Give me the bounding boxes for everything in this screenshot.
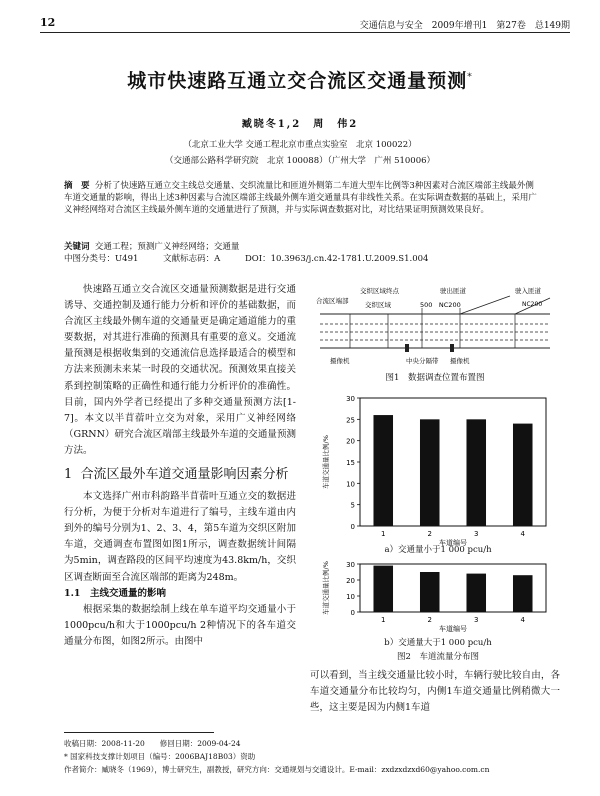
doc-code: 文献标志码：A	[163, 254, 221, 264]
abstract-text: 分析了快速路互通立交主线总交通量、交织流量比和匝道外侧第二车道大型车比例等3种因素对合流区端部主线最外侧车道交通量的影响，得出上述3种因素与合流区端部主线最外侧车道交通量具有非线性关系。在实际调查数据的基础上，采用广义神经网络对合流区主线最外侧车道的交通量进行了预测，并与实际调查数据对比，对比结果证明预测效果良好。	[64, 181, 537, 215]
label-weave-zone: 交织区域	[365, 301, 391, 309]
chart-a-bar-4	[513, 424, 533, 526]
label-recorder-1: 摄像机	[330, 357, 350, 365]
abstract-label: 摘 要	[64, 181, 90, 191]
chart-b-bar-2	[420, 572, 440, 612]
abstract	[64, 180, 540, 216]
chart-b-ylabel: 车道交通量比例/%	[322, 561, 330, 615]
figure-2-caption: 图2 车道流量分布图	[397, 652, 479, 662]
clc-number: 中图分类号：U491	[64, 254, 139, 264]
chart-a-ytick-label-15: 15	[346, 459, 355, 467]
chart-2a	[318, 388, 558, 548]
figure-1-diagram	[310, 286, 560, 368]
label-ramp-in: 驶入匝道	[515, 287, 541, 295]
affiliation-2: （交通部公路科学研究院 北京 100088）（广州大学 广州 510006）	[164, 156, 436, 166]
chart-a-bar-2	[420, 419, 440, 526]
intro-paragraph: 快速路互通立交合流区交通量预测数据是进行交通诱导、交通控制及通行能力分析和评价的基础数据，而合流区主线最外侧车道的交通量更是确定通道能力的重要数据，对其进行准确的预测具有重要的意义。交通流量预测是根据收集到的交通流信息选择最适合的模型和方法来预测未来某一时段的交通状况。预测效果直接关系到控制策略的正确性和通行能力分析评价的准确性。目前，国内外学者已经提出了多种交通量预测方法[1-7]。本文以半苜蓿叶立交为对象，采用广义神经网络（GRNN）研究合流区端部主线最外车道的交通量预测方法。	[64, 284, 296, 456]
subsection-1-1-paragraph: 根据采集的数据绘制上线在单车道平均交通量小于1000pcu/h和大于1000pcu/h 2种情况下的各车道交通量分布图，如图2所示。由图中	[64, 603, 296, 647]
chart-b-ytick-label-10: 10	[346, 593, 355, 601]
footnote-received: 收稿日期：2008-11-20 修回日期：2009-04-24	[64, 739, 241, 748]
label-merge: 合流区端部	[316, 297, 349, 305]
chart-a-ytick-label-25: 25	[346, 416, 355, 425]
chart-a-xtick-label-4: 4	[520, 530, 525, 538]
figure-2b-caption: b）交通量大于1 000 pcu/h	[384, 638, 492, 648]
title-footnote-mark: *	[467, 72, 473, 83]
section-1-paragraph: 本文选择广州市科韵路半苜蓿叶互通立交的数据进行分析，为便于分析对车道进行了编号，主线车道由内到外的编号分别为1、2、3、4，第5车道为交织区附加车道，交通调查布置图如图1所示，调查数据统计间隔为5min，调查路段的区间平均速度为43.8km/h，交织区调查断面至合流区端部的距离为248m。	[64, 491, 296, 583]
chart-a-ytick-label-20: 20	[346, 437, 355, 446]
chart-b-bar-4	[513, 575, 533, 612]
chart-a-xtick-label-1: 1	[381, 530, 386, 538]
chart-b-xtick-label-4: 4	[520, 616, 525, 624]
chart-a-ylabel: 车道交通量比例/%	[322, 435, 330, 489]
label-ramp-out: 驶出匝道	[440, 287, 466, 295]
chart-a-ytick-label-10: 10	[346, 480, 355, 489]
title-text: 城市快速路互通立交合流区交通量预测	[127, 70, 468, 92]
label-ramp-tag: NC200	[522, 301, 543, 308]
subsection-1-1-heading: 1.1 主线交通量的影响	[64, 587, 167, 599]
section-1-heading	[64, 465, 296, 485]
keywords-text: 交通工程；预测广义神经网络；交通量	[94, 242, 240, 252]
label-median: 中央分隔带	[406, 357, 439, 365]
chart-b-xtick-label-3: 3	[474, 616, 479, 624]
section-1-title: 合流区最外车道交通量影响因素分析	[80, 467, 289, 483]
chart-b-xtick-label-1: 1	[381, 616, 386, 624]
figure-1	[310, 286, 560, 368]
label-recorder-2: 摄像机	[450, 357, 470, 365]
chart-b-xlabel: 车道编号	[439, 625, 467, 633]
section-1-number: 1	[64, 467, 73, 483]
keywords-label: 关键词	[64, 242, 90, 252]
figure-2a-caption: a）交通量小于1 000 pcu/h	[384, 545, 492, 555]
chart-a-bar-1	[373, 415, 393, 526]
paper-title	[0, 66, 600, 93]
chart-a-ytick-label-0: 0	[350, 523, 355, 531]
chart-b-ytick-label-0: 0	[350, 609, 355, 617]
footnote-rule	[64, 732, 214, 733]
chart-a-bar-3	[466, 419, 486, 526]
right-column-paragraph: 可以看到，当主线交通量比较小时，车辆行驶比较自由，各车道交通量分布比较均匀，内侧1车道交通量比例稍微大一些，这主要是因为内侧1车道	[310, 670, 560, 714]
chart-a-xtick-label-3: 3	[474, 530, 479, 538]
footnote-fund: * 国家科技支撑计划项目（编号：2006BAJ18B03）资助	[64, 752, 256, 761]
figure-2a	[318, 388, 558, 548]
label-weave-end: 交织区域终点	[360, 287, 399, 295]
left-column	[64, 282, 296, 650]
doi: DOI：10.3963/j.cn.42-1781.U.2009.S1.004	[244, 254, 429, 264]
chart-b-bar-3	[466, 574, 486, 612]
chart-a-ytick-label-5: 5	[350, 501, 355, 510]
figure-1-caption: 图1 数据调查位置布置图	[385, 373, 485, 383]
chart-b-ytick-label-20: 20	[346, 577, 355, 585]
chart-a-ytick-label-30: 30	[346, 395, 355, 403]
classification-line	[64, 252, 540, 264]
footnote-author: 作者简介：臧晓冬（1969），博士研究生，副教授，研究方向：交通规划与交通设计。E-mail：zxdzxdzxd60@yahoo.com.cn	[64, 765, 490, 774]
figure-2b	[318, 554, 558, 634]
affiliation-1: （北京工业大学 交通工程北京市重点实验室 北京 100022）	[183, 140, 417, 150]
chart-2b	[318, 554, 558, 634]
right-column	[310, 668, 560, 716]
chart-b-bar-1	[373, 566, 393, 612]
chart-b-ytick-label-30: 30	[346, 561, 355, 569]
page-number: 12	[40, 16, 56, 29]
authors: 臧晓冬1,2 周 伟2	[241, 119, 359, 130]
running-header	[40, 16, 570, 33]
chart-a-xtick-label-2: 2	[427, 530, 432, 538]
keywords	[64, 240, 540, 252]
label-distance: 500 NC200	[420, 301, 461, 309]
chart-b-xtick-label-2: 2	[427, 616, 432, 624]
journal-info: 交通信息与安全 2009年增刊1 第27卷 总149期	[359, 21, 570, 31]
chart-a-xlabel: 车道编号	[439, 539, 467, 547]
